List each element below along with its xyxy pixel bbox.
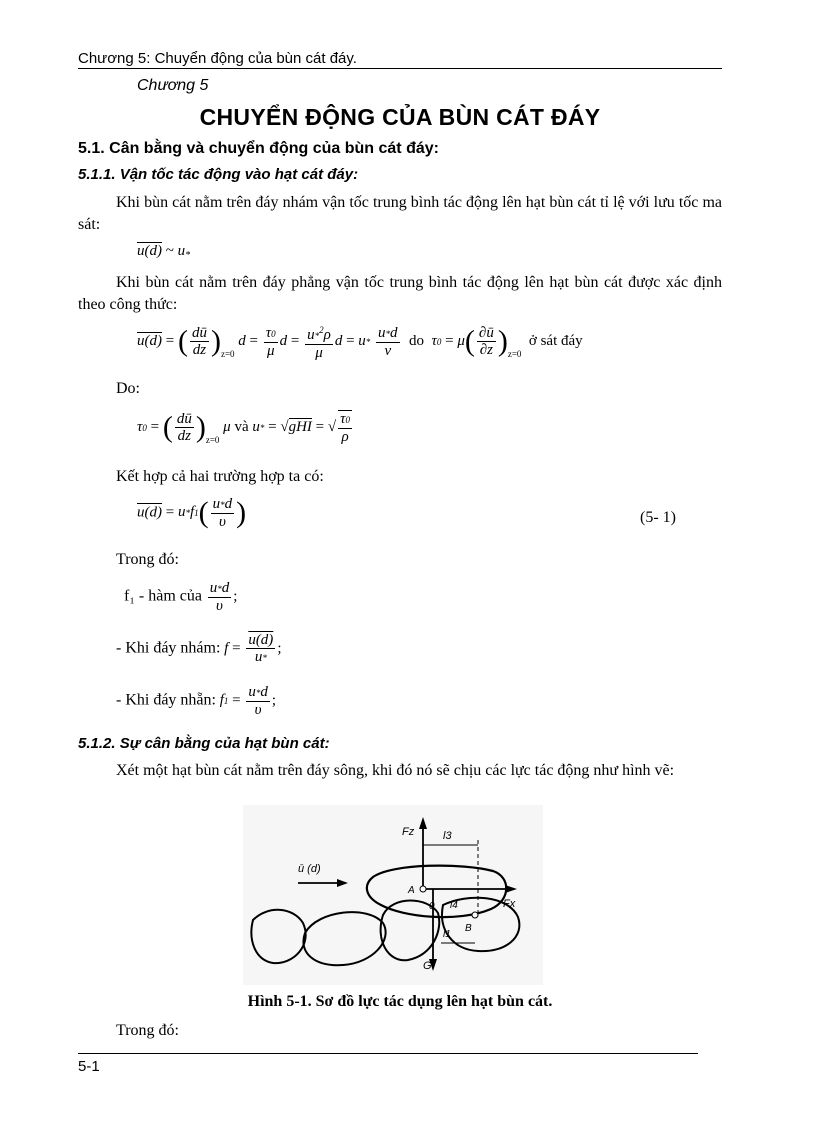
chapter-label: Chương 5 (137, 77, 209, 94)
formula-5-1: u(d) = u*f1( $\frac{u*d}{\upsilon}$ ) (137, 496, 247, 530)
label-a: A (408, 885, 415, 896)
label-l1: l1 (443, 929, 451, 940)
formula-proportional: u(d) ~ $u_*$ (137, 243, 191, 261)
force-diagram-figure (243, 805, 543, 985)
combine-text: Kết hợp cả hai trường hợp ta có: (116, 468, 324, 485)
point-a (420, 886, 426, 892)
footer-rule (78, 1053, 698, 1054)
page-number: 5-1 (78, 1058, 100, 1075)
label-l3: l3 (443, 830, 452, 842)
trong-do-label-1: Trong đó: (116, 551, 179, 568)
equation-number: (5- 1) (640, 509, 676, 526)
trong-do-label-2: Trong đó: (116, 1022, 179, 1039)
section-heading-5-1-2: 5.1.2. Sự cân bằng của hạt bùn cát: (78, 735, 330, 752)
label-o: 0 (429, 901, 435, 912)
section-heading-5-1: 5.1. Cân bằng và chuyển động của bùn cát đáy: (78, 140, 439, 157)
label-fz: Fz (402, 826, 415, 838)
figure-caption: Hình 5-1. Sơ đồ lực tác dụng lên hạt bùn cát. (247, 993, 553, 1010)
label-l4: l4 (450, 900, 458, 911)
header-rule (78, 68, 722, 69)
paragraph-rough-bed: Khi bùn cát nằm trên đáy nhám vận tốc trung bình tác động lên hạt bùn cát tỉ lệ với lưu tốc ma sát: (78, 194, 722, 233)
label-fx: Fx (503, 898, 516, 910)
paragraph-equilibrium: Xét một hạt bùn cát nằm trên đáy sông, khi đó nó sẽ chịu các lực tác động như hình vẽ: (116, 762, 675, 779)
label-b: B (465, 923, 472, 934)
point-b (472, 912, 478, 918)
section-heading-5-1-1: 5.1.1. Vận tốc tác động vào hạt cát đáy: (78, 166, 359, 183)
running-header: Chương 5: Chuyển động của bùn cát đáy. (78, 50, 357, 67)
label-ud: ū (d) (298, 863, 321, 875)
smooth-bed-def: - Khi đáy nhẵn: f1 = $\frac{u*d}{\upsilon}$ ; (116, 684, 277, 718)
do-label: Do: (116, 380, 140, 397)
formula-flat-bed-velocity: u(d) = ( $\frac{dū}{dz}$ )$_{z=0}$ d = $\frac{\tau 0}{\mu}$ d = $\frac{u*^2\rho}{\mu}$ d = u* $\frac{u*d}{\nu}$ do τ0 = μ( $\frac{\partial ū}{\partial z}$ )$_{z=0}$ ở sát đáy (137, 322, 583, 361)
chapter-title: CHUYỂN ĐỘNG CỦA BÙN CÁT ĐÁY (199, 104, 601, 130)
formula-shear-stress: τ0 = ( $\frac{dū}{dz}$ )$_{z=0}$ μ và u* = √gHI = √ $\frac{\tau 0}{\rho}$ (137, 410, 350, 445)
f1-definition: f₁ - hàm của $\frac{u*d}{\upsilon}$ ; (124, 580, 238, 614)
rough-bed-def: - Khi đáy nhám: f = $\frac{u(d)}{u*}$ ; (116, 632, 282, 665)
label-g: G (423, 960, 432, 972)
paragraph-flat-bed: Khi bùn cát nằm trên đáy phẳng vận tốc trung bình tác động lên hạt bùn cát được xác định theo công thức: (78, 274, 722, 313)
